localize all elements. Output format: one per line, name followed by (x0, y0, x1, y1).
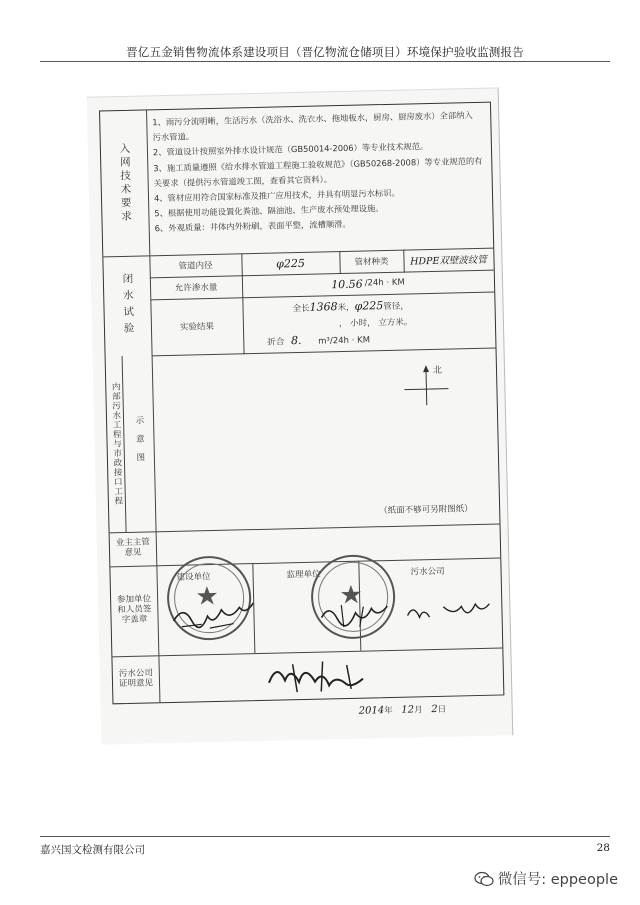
page-header-title: 晋亿五金销售物流体系建设项目（晋亿物流仓储项目）环境保护验收监测报告 (126, 45, 524, 59)
acceptance-form-table (99, 102, 504, 705)
row-bishui (103, 248, 495, 357)
row-canjia (110, 557, 502, 657)
allowed-label: 允许渗水量 (150, 275, 243, 300)
allowed-value: 10.56 (331, 277, 363, 291)
req-line: 6、外观质量：井体内外粉刷，表面平整，流槽顺滑。 (154, 219, 351, 234)
label-bishui (103, 255, 151, 356)
sewage-company-signature (403, 598, 500, 630)
label-yezhu: 业主主管意见 (115, 537, 150, 559)
req-line: 污水管道。 (152, 131, 195, 143)
footer-company: 嘉兴国文检测有限公司 (40, 844, 145, 856)
label-shiyitu-text: 示意图 (133, 415, 146, 472)
date-day-suffix: 日 (437, 704, 447, 715)
label-neibu-text: 内部污水工程与市政接口工程 (110, 382, 123, 507)
drawing-note: （纸面不够可另附图纸） (379, 504, 473, 517)
label-bishui-text: 闭水试验 (121, 272, 135, 340)
col-jianshe: 建设单位 (176, 572, 211, 583)
result-length-unit: 米， (337, 302, 355, 314)
wechat-icon (474, 871, 494, 887)
result-diameter: φ225 (354, 299, 384, 313)
form-date (359, 703, 447, 717)
date-year: 2014 (358, 705, 385, 717)
scanned-form-page (87, 87, 514, 744)
row-wushui-cert (112, 647, 503, 703)
pipe-diameter-value: φ225 (241, 251, 340, 276)
pipe-diameter-label: 管道内径 (149, 253, 242, 278)
watermark-text: 微信号: eppeople (497, 872, 618, 888)
label-canjia: 参加单位和人员签字盖章 (117, 594, 152, 625)
row-ruwang (100, 103, 493, 258)
req-line: 3、施工质量遵照《给水排水管道工程施工验收规范》（GB50268-2008）等专业规范的有 (153, 155, 483, 173)
construction-signature (169, 599, 260, 635)
result-diameter-suffix: 管径， (383, 301, 409, 313)
date-month-suffix: 月 (414, 705, 423, 716)
footer-rule (40, 836, 610, 837)
label-ruwang (100, 110, 149, 256)
label-ruwang-text: 入网技术要求 (118, 142, 133, 225)
result-length-prefix: 全长 (292, 303, 310, 315)
date-day: 2 (431, 703, 438, 716)
date-month: 12 (401, 704, 415, 716)
result-label: 实验结果 (150, 297, 244, 356)
label-wushui-cert: 污水公司证明意见 (118, 668, 154, 689)
pipe-material-label: 管材种类 (339, 250, 405, 274)
header-rule (40, 61, 610, 62)
row-neibu (106, 348, 500, 534)
allowed-unit: /24h · KM (364, 277, 405, 289)
col-jianli: 监理单位 (286, 569, 321, 581)
pipe-material-value: HDPE双壁波纹管 (403, 248, 493, 273)
north-arrow-icon (398, 363, 451, 408)
footer-page-number: 28 (596, 842, 610, 854)
requirements-list (152, 108, 489, 237)
north-label: 北 (432, 365, 443, 376)
label-shiyitu (122, 355, 156, 532)
req-line: 1、雨污分流明晰，生活污水（洗浴水、洗衣水、拖地板水，厨房、厨房废水）全部纳入 (152, 110, 473, 128)
col-wushui: 污水公司 (410, 566, 445, 578)
result-value-cell (242, 292, 495, 355)
req-line: 4、管材应用符合国家标准及推广应用技术，并具有明显污水标识。 (153, 187, 400, 204)
sewage-company-cert-signature (262, 654, 373, 696)
result-line2: ， 小时， 立方米。 (338, 317, 413, 330)
result-converted-prefix: 折合 (267, 337, 285, 348)
req-line: 关要求（提供污水管道竣工图，查看其它资料）。 (153, 174, 333, 189)
result-length: 1368 (309, 300, 338, 314)
result-converted-unit: m³/24h · KM (318, 335, 371, 347)
req-line: 2、管道设计按照室外排水设计规范（GB50014-2006）等专业技术规范。 (152, 141, 429, 158)
req-line: 5、根据使用功能设置化粪池、隔油池、生产废水预处理设施。 (154, 203, 384, 219)
supervision-signature (317, 598, 398, 632)
watermark (474, 868, 618, 889)
date-year-suffix: 年 (384, 705, 393, 717)
result-converted: 8. (290, 333, 302, 348)
